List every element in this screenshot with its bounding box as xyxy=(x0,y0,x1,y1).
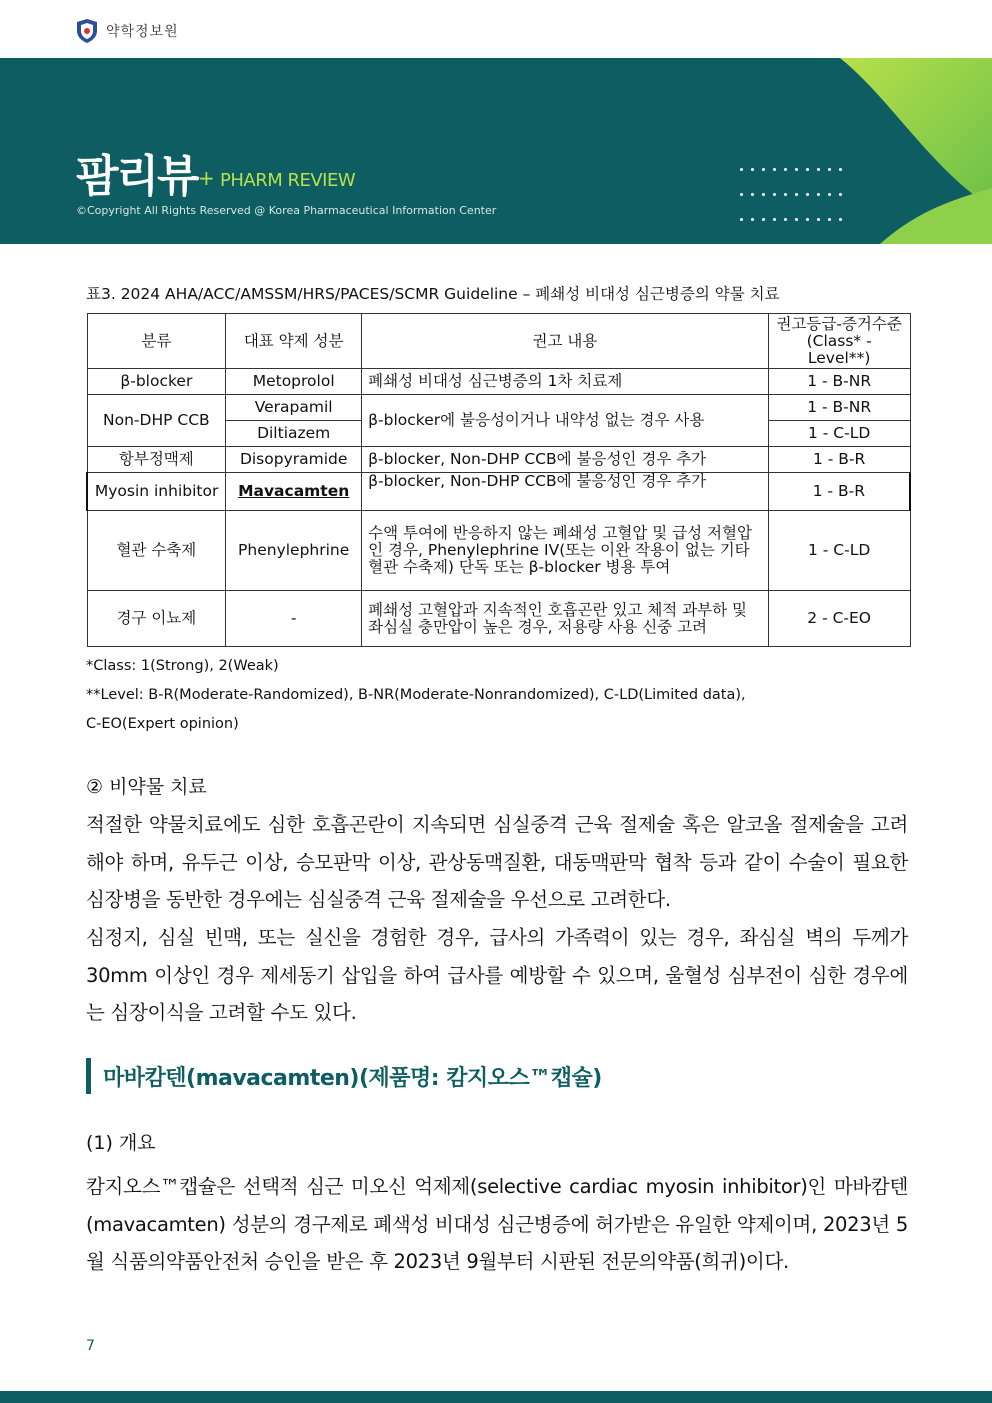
header-grade: 권고등급-증거수준 (Class* - Level**) xyxy=(768,314,910,369)
subsection-heading: (1) 개요 xyxy=(86,1132,156,1154)
section-heading: ② 비약물 치료 xyxy=(86,776,207,798)
cell-category: β-blocker xyxy=(87,369,226,395)
cell-drug: Phenylephrine xyxy=(226,511,362,591)
cell-recommendation: 폐쇄성 비대성 심근병증의 1차 치료제 xyxy=(362,369,769,395)
body-paragraph: 심정지, 심실 빈맥, 또는 실신을 경험한 경우, 급사의 가족력이 있는 경우, 좌심실 벽의 두께가 30mm 이상인 경우 제세동기 삽입을 하여 급사를 예방할 수 있으며, 울혈성 심부전이 심한 경우에는 심장이식을 고려할 수도 있다. xyxy=(86,926,908,1024)
table-header-row xyxy=(87,314,910,369)
header-drug: 대표 약제 성분 xyxy=(226,314,362,369)
org-logo xyxy=(76,18,179,44)
cell-recommendation: β-blocker, Non-DHP CCB에 불응성인 경우 추가 xyxy=(362,473,769,511)
note-level: **Level: B-R(Moderate-Randomized), B-NR(Moderate-Nonrandomized), C-LD(Limited data), xyxy=(86,687,746,703)
cell-grade: 1 - B-R xyxy=(768,473,910,511)
guideline-table xyxy=(86,313,911,647)
table-row xyxy=(87,395,910,421)
copyright-text: ©Copyright All Rights Reserved @ Korea Pharmaceutical Information Center xyxy=(76,204,497,217)
cell-category: 경구 이뇨제 xyxy=(87,591,226,647)
cell-category: Myosin inhibitor xyxy=(87,473,226,511)
cell-recommendation: 폐쇄성 고혈압과 지속적인 호흡곤란 있고 체적 과부하 및 좌심실 충만압이 높은 경우, 저용량 사용 신중 고려 xyxy=(362,591,769,647)
table-row xyxy=(87,369,910,395)
cell-category: 항부정맥제 xyxy=(87,447,226,473)
dot-pattern xyxy=(740,168,850,243)
drug-section-title xyxy=(86,1058,602,1094)
brand-subtitle: PHARM REVIEW xyxy=(220,170,356,191)
title-accent-bar xyxy=(86,1058,91,1094)
drug-title: 마바캄텐(mavacamten)(제품명: 캄지오스™캡슐) xyxy=(103,1065,602,1091)
cell-category: Non-DHP CCB xyxy=(87,395,226,447)
cell-drug: Disopyramide xyxy=(226,447,362,473)
body-paragraph: 적절한 약물치료에도 심한 호흡곤란이 지속되면 심실중격 근육 절제술 혹은 알코올 절제술을 고려해야 하며, 유두근 이상, 승모판막 이상, 관상동맥질환, 대동맥판막 협착 등과 같이 수술이 필요한 심장병을 동반한 경우에는 심실중격 근육 절제술을 우선으로 고려한다. xyxy=(86,813,908,911)
top-header xyxy=(0,0,992,60)
brand-banner xyxy=(0,58,992,244)
table-row xyxy=(87,447,910,473)
table-row xyxy=(87,511,910,591)
cell-grade: 1 - B-NR xyxy=(768,395,910,421)
table-row-highlighted xyxy=(87,473,910,511)
cell-grade: 1 - B-R xyxy=(768,447,910,473)
header-recommendation: 권고 내용 xyxy=(362,314,769,369)
table-row xyxy=(87,591,910,647)
note-level-cont: C-EO(Expert opinion) xyxy=(86,716,239,732)
cell-drug: Mavacamten xyxy=(226,473,362,511)
cell-grade: 1 - B-NR xyxy=(768,369,910,395)
bottom-bar xyxy=(0,1391,992,1403)
table-notes xyxy=(86,652,746,739)
note-class: *Class: 1(Strong), 2(Weak) xyxy=(86,658,279,674)
cell-drug: Verapamil xyxy=(226,395,362,421)
cell-recommendation: β-blocker, Non-DHP CCB에 불응성인 경우 추가 xyxy=(362,447,769,473)
org-name: 약학정보원 xyxy=(106,24,179,40)
cell-grade: 1 - C-LD xyxy=(768,511,910,591)
page-number: 7 xyxy=(86,1338,95,1354)
table-caption: 표3. 2024 AHA/ACC/AMSSM/HRS/PACES/SCMR Guideline – 폐쇄성 비대성 심근병증의 약물 치료 xyxy=(86,285,780,303)
cell-recommendation: β-blocker에 불응성이거나 내약성 없는 경우 사용 xyxy=(362,395,769,447)
cell-grade: 2 - C-EO xyxy=(768,591,910,647)
cell-category: 혈관 수축제 xyxy=(87,511,226,591)
cell-drug: Metoprolol xyxy=(226,369,362,395)
shield-logo-icon xyxy=(76,18,98,44)
cell-drug: Diltiazem xyxy=(226,421,362,447)
brand-plus: + xyxy=(198,166,215,190)
brand-title: 팜리뷰 xyxy=(76,151,198,202)
cell-recommendation: 수액 투여에 반응하지 않는 폐쇄성 고혈압 및 급성 저혈압인 경우, Phenylephrine IV(또는 이완 작용이 없는 기타 혈관 수축제) 단독 또는 β-blocker 병용 투여 xyxy=(362,511,769,591)
cell-drug: - xyxy=(226,591,362,647)
header-category: 분류 xyxy=(87,314,226,369)
body-paragraph: 캄지오스™캡슐은 선택적 심근 미오신 억제제(selective cardiac myosin inhibitor)인 마바캄텐(mavacamten) 성분의 경구제로 폐색성 비대성 심근병증에 허가받은 유일한 약제이며, 2023년 5월 식품의약품안전처 승인을 받은 후 2023년 9월부터 시판된 전문의약품(희귀)이다. xyxy=(86,1175,908,1273)
cell-grade: 1 - C-LD xyxy=(768,421,910,447)
